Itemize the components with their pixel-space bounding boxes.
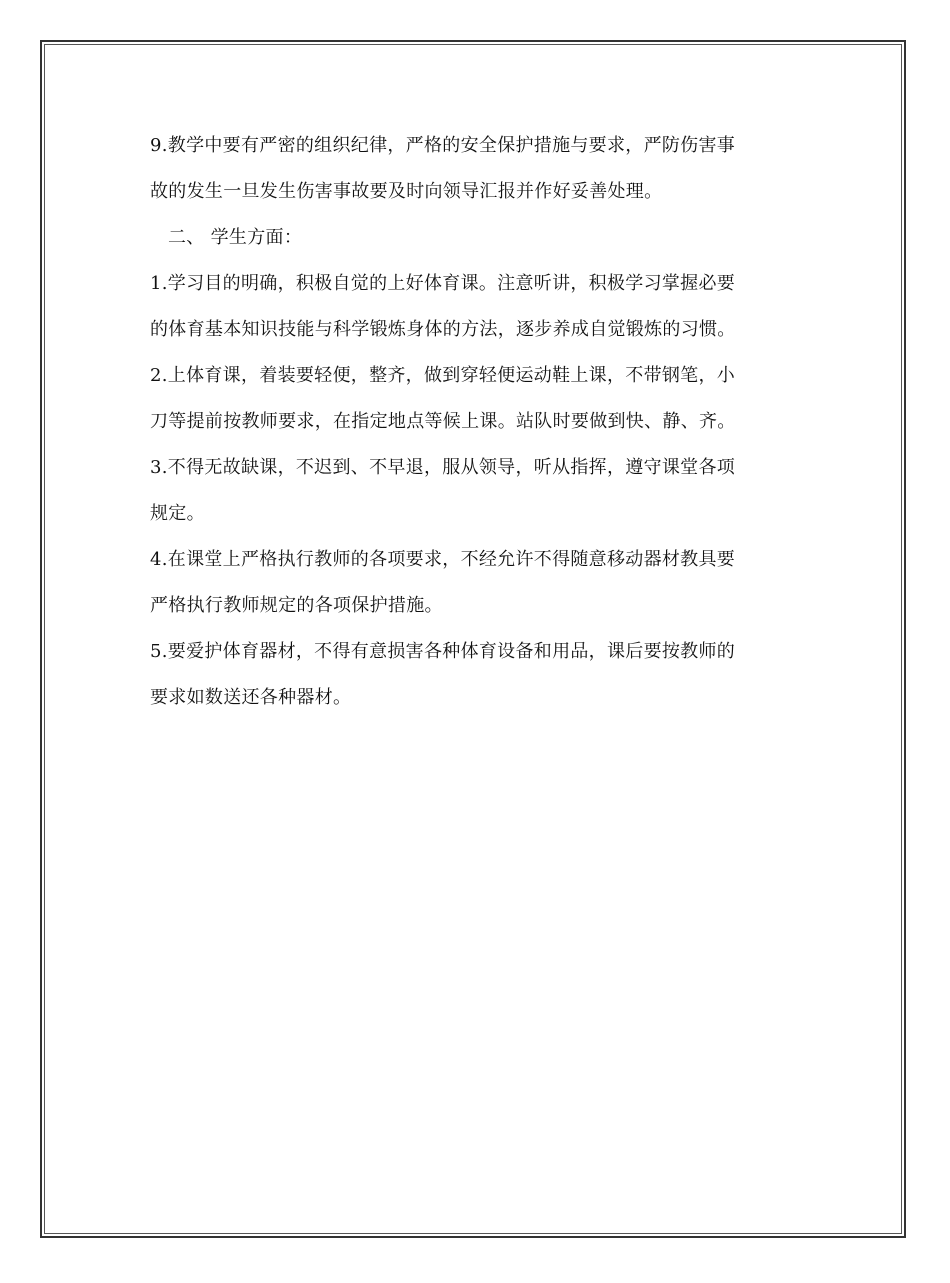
paragraph-line: 4.在课堂上严格执行教师的各项要求，不经允许不得随意移动器材教具要 xyxy=(150,549,736,570)
paragraph-line: 严格执行教师规定的各项保护措施。 xyxy=(150,595,443,616)
document-body xyxy=(150,128,800,726)
paragraph-line: 9.教学中要有严密的组织纪律，严格的安全保护措施与要求，严防伤害事 xyxy=(150,135,736,156)
section-heading: 二、 学生方面： xyxy=(168,227,303,248)
paragraph-line: 的体育基本知识技能与科学锻炼身体的方法，逐步养成自觉锻炼的习惯。 xyxy=(150,319,736,340)
paragraph-line: 2.上体育课，着装要轻便，整齐，做到穿轻便运动鞋上课，不带钢笔，小 xyxy=(150,365,736,386)
paragraph-line: 故的发生一旦发生伤害事故要及时向领导汇报并作好妥善处理。 xyxy=(150,181,663,202)
paragraph-line: 5.要爱护体育器材，不得有意损害各种体育设备和用品，课后要按教师的 xyxy=(150,641,736,662)
paragraph-line: 刀等提前按教师要求，在指定地点等候上课。站队时要做到快、静、齐。 xyxy=(150,411,736,432)
paragraph-line: 规定。 xyxy=(150,503,205,524)
paragraph-line: 3.不得无故缺课，不迟到、不早退，服从领导，听从指挥，遵守课堂各项 xyxy=(150,457,736,478)
paragraph-line: 1.学习目的明确，积极自觉的上好体育课。注意听讲，积极学习掌握必要 xyxy=(150,273,736,294)
paragraph-line: 要求如数送还各种器材。 xyxy=(150,687,352,708)
